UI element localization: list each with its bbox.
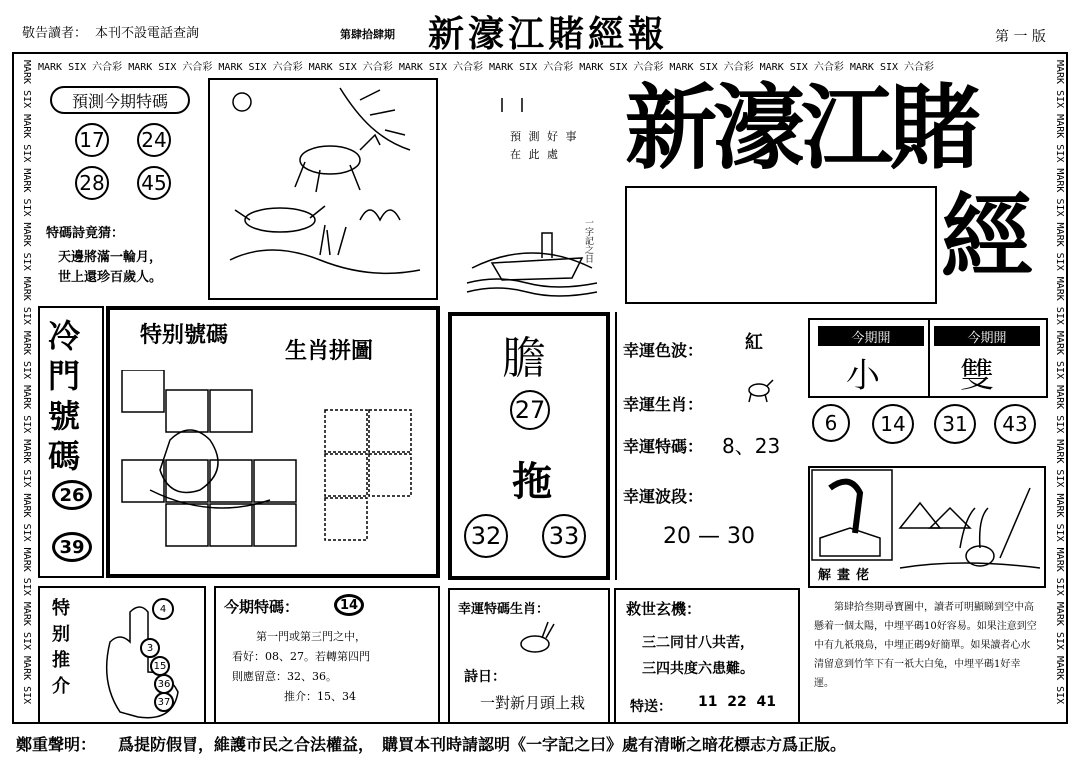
center-char: 預 [510, 130, 529, 143]
rabbit-icon [510, 618, 560, 658]
special-code-number: 14 [334, 594, 364, 616]
period-divider [928, 320, 930, 398]
tuo-number-1: 32 [464, 514, 508, 558]
predict-number-2: 24 [137, 123, 171, 157]
center-char: 好 [547, 130, 566, 143]
comic-panel [808, 466, 1046, 588]
special-subtitle: 生肖拼圖 [285, 338, 374, 364]
predict-number-4: 45 [137, 166, 171, 200]
center-label: 一字記之日 [583, 218, 593, 263]
recommend-number-4: 36 [154, 674, 174, 694]
masthead-title: 新濠江賭經報 [428, 13, 669, 55]
special-code-line-4: 推介：15、34 [284, 690, 356, 703]
tuo-number-2: 33 [542, 514, 586, 558]
period-number-2: 14 [872, 404, 914, 444]
luck-color-label: 幸運色波： [623, 341, 704, 360]
luck-zodiac-label: 幸運生肖： [623, 395, 704, 414]
issue-number: 第肆拾肆期 [340, 28, 395, 41]
center-text-block [510, 128, 580, 164]
period-value-2: 雙 [960, 356, 994, 396]
special-code-line-3: 則應留意：32、36。 [232, 670, 337, 683]
recommend-number-1: 4 [152, 598, 174, 620]
review-panel [808, 594, 1046, 722]
secret-send-numbers: 11 22 41 [698, 694, 776, 710]
luck-number-value: 8、23 [722, 434, 781, 458]
page-number: 第 一 版 [995, 29, 1046, 45]
recommend-number-3: 15 [150, 656, 170, 676]
period-number-4: 43 [994, 404, 1036, 444]
special-code-line-2: 看好：08、27。若轉第四門 [232, 650, 370, 663]
secret-line-1: 三二同甘八共苦， [642, 635, 754, 651]
notice-text: 本刊不設電話查詢 [95, 26, 200, 41]
poem-line-2: 世上還珍百歲人。 [58, 270, 163, 285]
secret-send-label: 特送： [630, 699, 672, 715]
footer-label: 鄭重聲明： [16, 735, 97, 754]
border-strip-top: MARK SIX 六合彩 MARK SIX 六合彩 MARK SIX 六合彩 MARK SIX 六合彩 MARK SIX 六合彩 MARK SIX 六合彩 MARK SIX 六合彩 MARK SIX 六合彩 MARK SIX 六合彩 MARK SIX 六合彩 [38, 62, 935, 72]
poem-title: 特碼詩竟猜： [46, 226, 125, 241]
cold-number-2: 39 [52, 532, 92, 562]
illustration-panel [208, 78, 438, 300]
center-char: 此 [528, 148, 547, 161]
luck-color-value: 紅 [745, 332, 763, 353]
dan-label: 膽 [502, 333, 546, 384]
predict-number-1: 17 [75, 123, 109, 157]
predict-number-3: 28 [75, 166, 109, 200]
poem-line-1: 天邊將滿一輪月， [58, 250, 163, 265]
special-code-line-1: 第一門或第三門之中， [256, 630, 366, 643]
big-title-line-1: 新濠江賭 [625, 74, 978, 182]
tuo-label: 拖 [512, 458, 552, 505]
zodiac-puzzle-illustration [110, 370, 436, 575]
cold-number-1: 26 [52, 480, 92, 510]
lucky-zodiac-panel [448, 588, 610, 724]
special-code-panel [214, 586, 440, 724]
period-number-3: 31 [934, 404, 976, 444]
luck-panel [615, 312, 800, 580]
luck-range-label: 幸運波段： [623, 487, 704, 506]
cold-number-panel [38, 306, 104, 578]
center-char: 事 [565, 130, 579, 143]
secret-title: 救世玄機： [626, 600, 702, 618]
boat-illustration [462, 78, 602, 300]
luck-number-label: 幸運特碼： [623, 437, 704, 456]
notice-label: 敬告讀者： [22, 26, 88, 41]
special-title: 特别號碼 [140, 322, 229, 348]
recommend-number-2: 3 [140, 638, 160, 658]
review-text: 第肆拾叁期尋寶圖中，讀者可明顯睇到空中高懸着一個太陽，中埋平碼10好容易。如果注意到空中有九祇飛鳥，中埋正碼9好簡單。如果讀者心水清留意到竹竿下有一祇大白兔，中埋平碼1好幸運。 [814, 602, 1037, 689]
secret-line-2: 三四共度六患難。 [642, 661, 754, 677]
center-column [462, 78, 602, 300]
lucky-zodiac-title: 幸運特碼生肖： [458, 602, 550, 617]
predict-panel [40, 78, 205, 300]
luck-range-value: 20 — 30 [663, 524, 755, 549]
period-value-1: 小 [846, 356, 880, 396]
lucky-zodiac-poem: 一對新月頭上栽 [480, 694, 586, 712]
special-code-label: 今期特碼： [224, 598, 300, 616]
lucky-zodiac-poem-label: 詩日： [464, 669, 506, 685]
center-char: 在 [510, 148, 529, 161]
center-char: 測 [528, 130, 547, 143]
center-char: 處 [547, 148, 560, 161]
recommend-number-5: 37 [154, 692, 174, 712]
cold-number-title: 冷門號碼 [48, 317, 81, 475]
recommend-title: 特别推介 [52, 598, 70, 697]
border-strip-right: MARK SIX MARK SIX MARK SIX MARK SIX MARK SIX MARK SIX MARK SIX MARK SIX MARK SIX MARK SIX MARK SIX MARK SIX [1054, 60, 1065, 705]
this-period-panel [808, 318, 1048, 398]
special-number-panel [106, 306, 440, 578]
landscape-illustration [210, 80, 436, 298]
comic-label: 解畫佬 [818, 568, 876, 583]
period-label-2: 今期開 [934, 326, 1040, 346]
dan-number: 27 [510, 390, 550, 430]
period-number-1: 6 [812, 404, 850, 442]
period-label-1: 今期開 [818, 326, 924, 346]
predict-title: 預測今期特碼 [50, 86, 190, 114]
footer-text: 爲提防假冒，維護市民之合法權益， 購買本刊時請認明《一字記之曰》處有清晰之暗花標志方爲正版。 [118, 735, 847, 754]
recommend-panel [38, 586, 206, 724]
big-title-area [615, 74, 1045, 306]
goat-icon [743, 374, 777, 404]
big-title-blank-box [625, 186, 937, 304]
border-strip-left: MARK SIX MARK SIX MARK SIX MARK SIX MARK SIX MARK SIX MARK SIX MARK SIX MARK SIX MARK SIX MARK SIX MARK SIX [21, 60, 32, 705]
big-title-line-2: 經 [941, 183, 1034, 291]
secret-panel [614, 588, 800, 724]
dan-tuo-panel [448, 312, 610, 580]
